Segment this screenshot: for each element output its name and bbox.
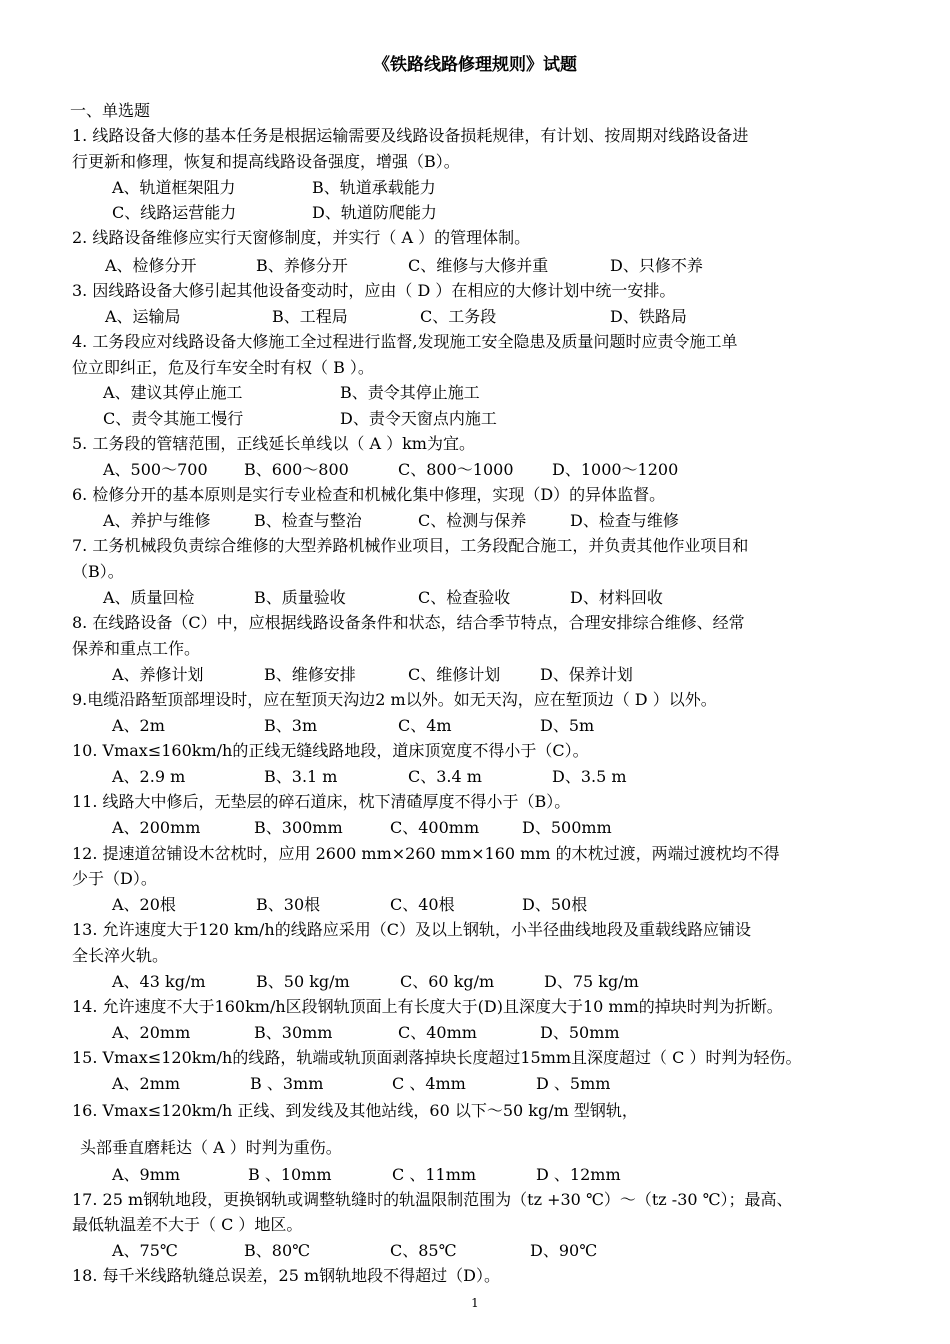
question-2-text-line: 2. 线路设备维修应实行天窗修制度，并实行（ A ）的管理体制。 bbox=[72, 228, 531, 247]
question-6-text-line: 6. 检修分开的基本原则是实行专业检查和机械化集中修理，实现（D）的异体监督。 bbox=[72, 485, 666, 504]
question-7-option: D、材料回收 bbox=[570, 588, 663, 607]
question-10-option: A、2.9 m bbox=[112, 767, 186, 786]
question-2-option: C、维修与大修并重 bbox=[408, 256, 549, 275]
question-2-option: A、检修分开 bbox=[105, 256, 197, 275]
document-title: 《铁路线路修理规则》试题 bbox=[373, 55, 577, 75]
question-13-text-line: 13. 允许速度大于120 km/h的线路应采用（C）及以上钢轨，小半径曲线地段及重载线路应铺设 bbox=[72, 920, 751, 939]
question-4-option: B、责令其停止施工 bbox=[340, 383, 480, 402]
question-13-option: D、75 kg/m bbox=[544, 972, 639, 991]
question-8-option: B、维修安排 bbox=[264, 665, 356, 684]
question-12-option: D、50根 bbox=[522, 895, 588, 914]
question-16-option: A、9mm bbox=[112, 1165, 181, 1184]
question-6-option: C、检测与保养 bbox=[418, 511, 527, 530]
question-13-option: A、43 kg/m bbox=[112, 972, 206, 991]
question-9-option: B、3m bbox=[264, 716, 318, 735]
question-12-option: A、20根 bbox=[112, 895, 176, 914]
question-1-option: D、轨道防爬能力 bbox=[312, 203, 437, 222]
question-13-text-line: 全长淬火轨。 bbox=[72, 946, 169, 965]
question-17-text-line: 最低轨温差不大于（ C ）地区。 bbox=[72, 1215, 303, 1234]
question-11-option: B、300mm bbox=[254, 818, 343, 837]
question-3-text-line: 3. 因线路设备大修引起其他设备变动时，应由（ D ）在相应的大修计划中统一安排。 bbox=[72, 281, 676, 300]
question-6-option: D、检查与维修 bbox=[570, 511, 679, 530]
question-12-option: B、30根 bbox=[256, 895, 321, 914]
question-15-option: D 、5mm bbox=[536, 1074, 611, 1093]
question-9-option: D、5m bbox=[540, 716, 595, 735]
question-3-option: B、工程局 bbox=[272, 307, 348, 326]
question-11-option: C、400mm bbox=[390, 818, 480, 837]
question-14-option: A、20mm bbox=[112, 1023, 191, 1042]
question-9-option: A、2m bbox=[112, 716, 165, 735]
question-14-text-line: 14. 允许速度不大于160km/h区段钢轨顶面上有长度大于(D)且深度大于10 mm的掉块时判为折断。 bbox=[72, 997, 783, 1016]
question-5-option: C、800～1000 bbox=[398, 460, 514, 479]
question-7-option: C、检查验收 bbox=[418, 588, 511, 607]
question-16-text-line: 16. Vmax≤120km/h 正线、到发线及其他站线，60 以下～50 kg/m 型钢轨， bbox=[72, 1101, 638, 1120]
question-1-text-line: 行更新和修理，恢复和提高线路设备强度，增强（B）。 bbox=[72, 152, 460, 171]
question-3-option: A、运输局 bbox=[105, 307, 181, 326]
question-6-option: B、检查与整治 bbox=[254, 511, 362, 530]
question-10-option: C、3.4 m bbox=[408, 767, 482, 786]
question-9-text-line: 9.电缆沿路堑顶部埋设时，应在堑顶天沟边2 m以外。如无天沟，应在堑顶边（ D ）以外。 bbox=[72, 690, 717, 709]
question-1-option: B、轨道承载能力 bbox=[312, 178, 436, 197]
question-8-option: C、维修计划 bbox=[408, 665, 501, 684]
question-2-option: B、养修分开 bbox=[256, 256, 348, 275]
question-5-option: B、600～800 bbox=[244, 460, 349, 479]
question-1-text-line: 1. 线路设备大修的基本任务是根据运输需要及线路设备损耗规律，有计划、按周期对线路设备进 bbox=[72, 126, 749, 145]
question-12-text-line: 12. 提速道岔铺设木岔枕时，应用 2600 mm×260 mm×160 mm 的木枕过渡，两端过渡枕均不得 bbox=[72, 844, 780, 863]
question-11-option: D、500mm bbox=[522, 818, 612, 837]
question-1-option: A、轨道框架阻力 bbox=[112, 178, 236, 197]
question-8-text-line: 保养和重点工作。 bbox=[72, 639, 201, 658]
question-4-option: C、责令其施工慢行 bbox=[103, 409, 244, 428]
question-5-option: D、1000～1200 bbox=[552, 460, 679, 479]
question-12-option: C、40根 bbox=[390, 895, 455, 914]
question-16-option: D 、12mm bbox=[536, 1165, 621, 1184]
question-8-option: D、保养计划 bbox=[540, 665, 633, 684]
question-3-option: C、工务段 bbox=[420, 307, 497, 326]
question-17-option: D、90℃ bbox=[530, 1241, 598, 1260]
question-16-option: B 、10mm bbox=[248, 1165, 332, 1184]
question-1-option: C、线路运营能力 bbox=[112, 203, 237, 222]
question-7-option: A、质量回检 bbox=[103, 588, 195, 607]
question-10-option: B、3.1 m bbox=[264, 767, 338, 786]
question-17-option: A、75℃ bbox=[112, 1241, 178, 1260]
question-16-option: C 、11mm bbox=[392, 1165, 477, 1184]
question-17-option: C、85℃ bbox=[390, 1241, 457, 1260]
question-4-option: A、建议其停止施工 bbox=[103, 383, 243, 402]
question-4-option: D、责令天窗点内施工 bbox=[340, 409, 497, 428]
page-number: 1 bbox=[471, 1296, 479, 1310]
question-4-text-line: 4. 工务段应对线路设备大修施工全过程进行监督,发现施工安全隐患及质量问题时应责令施工单 bbox=[72, 332, 738, 351]
question-4-text-line: 位立即纠正，危及行车安全时有权（ B ）。 bbox=[72, 358, 374, 377]
question-3-option: D、铁路局 bbox=[610, 307, 687, 326]
question-15-text-line: 15. Vmax≤120km/h的线路，轨端或轨顶面剥落掉块长度超过15mm且深度超过（ C ）时判为轻伤。 bbox=[72, 1048, 802, 1067]
question-15-option: C 、4mm bbox=[392, 1074, 466, 1093]
question-13-option: C、60 kg/m bbox=[400, 972, 495, 991]
question-11-option: A、200mm bbox=[112, 818, 201, 837]
question-15-option: B 、3mm bbox=[250, 1074, 324, 1093]
question-8-option: A、养修计划 bbox=[112, 665, 204, 684]
question-14-option: B、30mm bbox=[254, 1023, 333, 1042]
question-2-option: D、只修不养 bbox=[610, 256, 703, 275]
question-7-text-line: 7. 工务机械段负责综合维修的大型养路机械作业项目，工务段配合施工，并负责其他作业项目和 bbox=[72, 536, 749, 555]
question-9-option: C、4m bbox=[398, 716, 452, 735]
question-8-text-line: 8. 在线路设备（C）中，应根据线路设备条件和状态，结合季节特点，合理安排综合维修、经常 bbox=[72, 613, 745, 632]
question-14-option: D、50mm bbox=[540, 1023, 620, 1042]
question-13-option: B、50 kg/m bbox=[256, 972, 350, 991]
question-17-option: B、80℃ bbox=[244, 1241, 311, 1260]
question-10-text-line: 10. Vmax≤160km/h的正线无缝线路地段，道床顶宽度不得小于（C）。 bbox=[72, 741, 589, 760]
question-18-text-line: 18. 每千米线路轨缝总误差，25 m钢轨地段不得超过（D）。 bbox=[72, 1266, 500, 1285]
question-15-option: A、2mm bbox=[112, 1074, 181, 1093]
question-17-text-line: 17. 25 m钢轨地段，更换钢轨或调整轨缝时的轨温限制范围为（tz +30 ℃）～（tz -30 ℃）；最高、 bbox=[72, 1190, 793, 1209]
question-7-text-line: （B）。 bbox=[72, 562, 124, 581]
question-5-text-line: 5. 工务段的管辖范围，正线延长单线以（ A ）km为宜。 bbox=[72, 434, 475, 453]
section-heading: 一、单选题 bbox=[70, 101, 151, 120]
question-11-text-line: 11. 线路大中修后，无垫层的碎石道床，枕下清碴厚度不得小于（B）。 bbox=[72, 792, 571, 811]
question-10-option: D、3.5 m bbox=[552, 767, 627, 786]
question-14-option: C、40mm bbox=[398, 1023, 477, 1042]
question-16-text-line: 头部垂直磨耗达（ A ）时判为重伤。 bbox=[80, 1138, 342, 1157]
question-6-option: A、养护与维修 bbox=[103, 511, 211, 530]
question-7-option: B、质量验收 bbox=[254, 588, 346, 607]
question-5-option: A、500～700 bbox=[103, 460, 208, 479]
question-12-text-line: 少于（D）。 bbox=[72, 869, 157, 888]
